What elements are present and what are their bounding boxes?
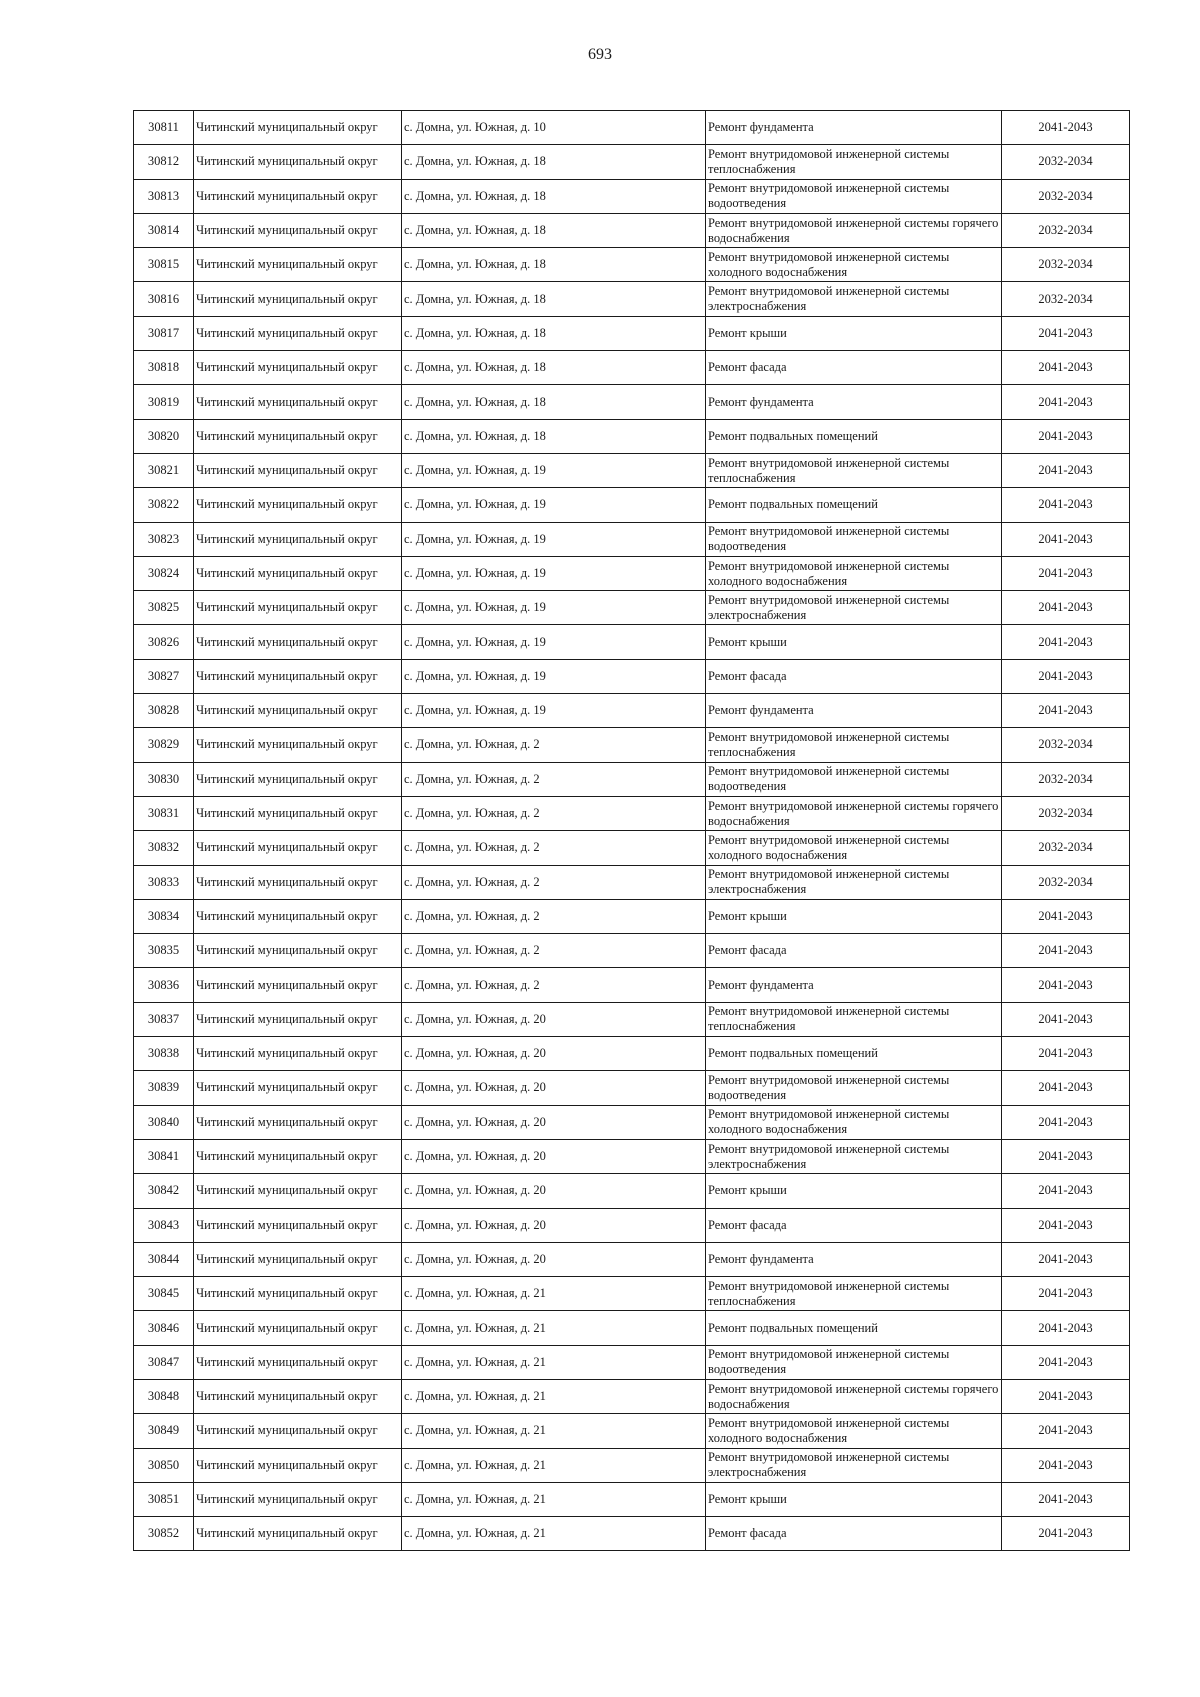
address-cell: с. Домна, ул. Южная, д. 2	[402, 762, 706, 796]
table-row	[134, 1414, 1130, 1448]
period-cell: 2041-2043	[1002, 1345, 1130, 1379]
work-type-cell: Ремонт крыши	[706, 899, 1002, 933]
row-number-cell: 30829	[134, 728, 194, 762]
work-type-cell: Ремонт подвальных помещений	[706, 1311, 1002, 1345]
address-cell: с. Домна, ул. Южная, д. 2	[402, 968, 706, 1002]
row-number-cell: 30823	[134, 522, 194, 556]
row-number-cell: 30816	[134, 282, 194, 316]
work-type-cell: Ремонт внутридомовой инженерной системы холодного водоснабжения	[706, 248, 1002, 282]
district-cell: Читинский муниципальный округ	[194, 111, 402, 145]
table-row	[134, 762, 1130, 796]
period-cell: 2032-2034	[1002, 762, 1130, 796]
district-cell: Читинский муниципальный округ	[194, 1071, 402, 1105]
table-row	[134, 1002, 1130, 1036]
table-row	[134, 934, 1130, 968]
address-cell: с. Домна, ул. Южная, д. 2	[402, 796, 706, 830]
row-number-cell: 30822	[134, 488, 194, 522]
period-cell: 2041-2043	[1002, 556, 1130, 590]
period-cell: 2041-2043	[1002, 522, 1130, 556]
row-number-cell: 30835	[134, 934, 194, 968]
work-type-cell: Ремонт фасада	[706, 659, 1002, 693]
table-body	[134, 111, 1130, 1551]
address-cell: с. Домна, ул. Южная, д. 19	[402, 522, 706, 556]
page-number: 693	[588, 46, 612, 63]
address-cell: с. Домна, ул. Южная, д. 19	[402, 488, 706, 522]
district-cell: Читинский муниципальный округ	[194, 865, 402, 899]
address-cell: с. Домна, ул. Южная, д. 18	[402, 213, 706, 247]
table-row	[134, 1448, 1130, 1482]
address-cell: с. Домна, ул. Южная, д. 21	[402, 1448, 706, 1482]
period-cell: 2041-2043	[1002, 659, 1130, 693]
row-number-cell: 30845	[134, 1277, 194, 1311]
work-type-cell: Ремонт фундамента	[706, 111, 1002, 145]
row-number-cell: 30844	[134, 1242, 194, 1276]
row-number-cell: 30828	[134, 694, 194, 728]
work-type-cell: Ремонт фасада	[706, 351, 1002, 385]
address-cell: с. Домна, ул. Южная, д. 2	[402, 728, 706, 762]
address-cell: с. Домна, ул. Южная, д. 18	[402, 385, 706, 419]
period-cell: 2041-2043	[1002, 385, 1130, 419]
address-cell: с. Домна, ул. Южная, д. 20	[402, 1139, 706, 1173]
row-number-cell: 30811	[134, 111, 194, 145]
address-cell: с. Домна, ул. Южная, д. 2	[402, 934, 706, 968]
district-cell: Читинский муниципальный округ	[194, 1139, 402, 1173]
table-row	[134, 899, 1130, 933]
table-row	[134, 385, 1130, 419]
period-cell: 2041-2043	[1002, 1414, 1130, 1448]
period-cell: 2041-2043	[1002, 488, 1130, 522]
row-number-cell: 30821	[134, 453, 194, 487]
table-row	[134, 865, 1130, 899]
district-cell: Читинский муниципальный округ	[194, 625, 402, 659]
table-row	[134, 831, 1130, 865]
address-cell: с. Домна, ул. Южная, д. 21	[402, 1414, 706, 1448]
work-type-cell: Ремонт внутридомовой инженерной системы электроснабжения	[706, 282, 1002, 316]
row-number-cell: 30842	[134, 1174, 194, 1208]
district-cell: Читинский муниципальный округ	[194, 831, 402, 865]
row-number-cell: 30830	[134, 762, 194, 796]
work-type-cell: Ремонт подвальных помещений	[706, 488, 1002, 522]
repair-schedule-table	[133, 110, 1130, 1551]
work-type-cell: Ремонт внутридомовой инженерной системы водоотведения	[706, 1071, 1002, 1105]
row-number-cell: 30849	[134, 1414, 194, 1448]
period-cell: 2041-2043	[1002, 1448, 1130, 1482]
table-row	[134, 1242, 1130, 1276]
table-row	[134, 1311, 1130, 1345]
work-type-cell: Ремонт внутридомовой инженерной системы теплоснабжения	[706, 1002, 1002, 1036]
row-number-cell: 30813	[134, 179, 194, 213]
row-number-cell: 30843	[134, 1208, 194, 1242]
row-number-cell: 30815	[134, 248, 194, 282]
district-cell: Читинский муниципальный округ	[194, 1242, 402, 1276]
period-cell: 2032-2034	[1002, 145, 1130, 179]
period-cell: 2041-2043	[1002, 934, 1130, 968]
work-type-cell: Ремонт внутридомовой инженерной системы теплоснабжения	[706, 145, 1002, 179]
table-row	[134, 625, 1130, 659]
address-cell: с. Домна, ул. Южная, д. 21	[402, 1379, 706, 1413]
work-type-cell: Ремонт подвальных помещений	[706, 419, 1002, 453]
district-cell: Читинский муниципальный округ	[194, 1002, 402, 1036]
address-cell: с. Домна, ул. Южная, д. 20	[402, 1071, 706, 1105]
district-cell: Читинский муниципальный округ	[194, 145, 402, 179]
work-type-cell: Ремонт внутридомовой инженерной системы водоотведения	[706, 179, 1002, 213]
district-cell: Читинский муниципальный округ	[194, 934, 402, 968]
row-number-cell: 30820	[134, 419, 194, 453]
row-number-cell: 30851	[134, 1482, 194, 1516]
table-row	[134, 453, 1130, 487]
row-number-cell: 30826	[134, 625, 194, 659]
district-cell: Читинский муниципальный округ	[194, 1345, 402, 1379]
work-type-cell: Ремонт внутридомовой инженерной системы холодного водоснабжения	[706, 556, 1002, 590]
work-type-cell: Ремонт внутридомовой инженерной системы холодного водоснабжения	[706, 1105, 1002, 1139]
table-row	[134, 351, 1130, 385]
table-row	[134, 694, 1130, 728]
period-cell: 2041-2043	[1002, 1379, 1130, 1413]
address-cell: с. Домна, ул. Южная, д. 21	[402, 1482, 706, 1516]
work-type-cell: Ремонт внутридомовой инженерной системы холодного водоснабжения	[706, 1414, 1002, 1448]
work-type-cell: Ремонт фасада	[706, 1517, 1002, 1551]
address-cell: с. Домна, ул. Южная, д. 20	[402, 1105, 706, 1139]
district-cell: Читинский муниципальный округ	[194, 419, 402, 453]
work-type-cell: Ремонт крыши	[706, 625, 1002, 659]
period-cell: 2041-2043	[1002, 1105, 1130, 1139]
work-type-cell: Ремонт внутридомовой инженерной системы теплоснабжения	[706, 728, 1002, 762]
period-cell: 2041-2043	[1002, 1002, 1130, 1036]
row-number-cell: 30824	[134, 556, 194, 590]
work-type-cell: Ремонт фундамента	[706, 1242, 1002, 1276]
address-cell: с. Домна, ул. Южная, д. 10	[402, 111, 706, 145]
row-number-cell: 30814	[134, 213, 194, 247]
row-number-cell: 30832	[134, 831, 194, 865]
district-cell: Читинский муниципальный округ	[194, 351, 402, 385]
address-cell: с. Домна, ул. Южная, д. 18	[402, 351, 706, 385]
period-cell: 2041-2043	[1002, 1139, 1130, 1173]
district-cell: Читинский муниципальный округ	[194, 1414, 402, 1448]
address-cell: с. Домна, ул. Южная, д. 18	[402, 419, 706, 453]
row-number-cell: 30846	[134, 1311, 194, 1345]
period-cell: 2041-2043	[1002, 316, 1130, 350]
period-cell: 2041-2043	[1002, 694, 1130, 728]
district-cell: Читинский муниципальный округ	[194, 282, 402, 316]
table-row	[134, 1345, 1130, 1379]
address-cell: с. Домна, ул. Южная, д. 2	[402, 865, 706, 899]
district-cell: Читинский муниципальный округ	[194, 1482, 402, 1516]
row-number-cell: 30819	[134, 385, 194, 419]
address-cell: с. Домна, ул. Южная, д. 2	[402, 899, 706, 933]
district-cell: Читинский муниципальный округ	[194, 1311, 402, 1345]
row-number-cell: 30831	[134, 796, 194, 830]
address-cell: с. Домна, ул. Южная, д. 21	[402, 1311, 706, 1345]
table-row	[134, 213, 1130, 247]
work-type-cell: Ремонт внутридомовой инженерной системы горячего водоснабжения	[706, 1379, 1002, 1413]
period-cell: 2032-2034	[1002, 282, 1130, 316]
table-row	[134, 1482, 1130, 1516]
work-type-cell: Ремонт крыши	[706, 1482, 1002, 1516]
period-cell: 2032-2034	[1002, 796, 1130, 830]
period-cell: 2032-2034	[1002, 831, 1130, 865]
table-row	[134, 591, 1130, 625]
row-number-cell: 30827	[134, 659, 194, 693]
address-cell: с. Домна, ул. Южная, д. 19	[402, 453, 706, 487]
table-row	[134, 1037, 1130, 1071]
district-cell: Читинский муниципальный округ	[194, 179, 402, 213]
district-cell: Читинский муниципальный округ	[194, 591, 402, 625]
district-cell: Читинский муниципальный округ	[194, 453, 402, 487]
work-type-cell: Ремонт фундамента	[706, 385, 1002, 419]
period-cell: 2041-2043	[1002, 351, 1130, 385]
address-cell: с. Домна, ул. Южная, д. 20	[402, 1242, 706, 1276]
row-number-cell: 30833	[134, 865, 194, 899]
district-cell: Читинский муниципальный округ	[194, 248, 402, 282]
period-cell: 2041-2043	[1002, 1037, 1130, 1071]
table-row	[134, 1517, 1130, 1551]
table-row	[134, 1379, 1130, 1413]
table-row	[134, 282, 1130, 316]
work-type-cell: Ремонт внутридомовой инженерной системы холодного водоснабжения	[706, 831, 1002, 865]
period-cell: 2041-2043	[1002, 625, 1130, 659]
table-row	[134, 1208, 1130, 1242]
period-cell: 2041-2043	[1002, 1071, 1130, 1105]
district-cell: Читинский муниципальный округ	[194, 1208, 402, 1242]
row-number-cell: 30840	[134, 1105, 194, 1139]
address-cell: с. Домна, ул. Южная, д. 18	[402, 248, 706, 282]
work-type-cell: Ремонт внутридомовой инженерной системы электроснабжения	[706, 1139, 1002, 1173]
work-type-cell: Ремонт фасада	[706, 934, 1002, 968]
period-cell: 2032-2034	[1002, 248, 1130, 282]
address-cell: с. Домна, ул. Южная, д. 19	[402, 694, 706, 728]
address-cell: с. Домна, ул. Южная, д. 18	[402, 179, 706, 213]
period-cell: 2041-2043	[1002, 591, 1130, 625]
table-row	[134, 145, 1130, 179]
table-row	[134, 1071, 1130, 1105]
district-cell: Читинский муниципальный округ	[194, 1448, 402, 1482]
table-row	[134, 1174, 1130, 1208]
work-type-cell: Ремонт фундамента	[706, 968, 1002, 1002]
work-type-cell: Ремонт внутридомовой инженерной системы водоотведения	[706, 762, 1002, 796]
address-cell: с. Домна, ул. Южная, д. 18	[402, 145, 706, 179]
district-cell: Читинский муниципальный округ	[194, 1517, 402, 1551]
address-cell: с. Домна, ул. Южная, д. 18	[402, 282, 706, 316]
period-cell: 2041-2043	[1002, 1208, 1130, 1242]
address-cell: с. Домна, ул. Южная, д. 20	[402, 1208, 706, 1242]
period-cell: 2041-2043	[1002, 1242, 1130, 1276]
table-row	[134, 968, 1130, 1002]
district-cell: Читинский муниципальный округ	[194, 1174, 402, 1208]
district-cell: Читинский муниципальный округ	[194, 899, 402, 933]
period-cell: 2041-2043	[1002, 968, 1130, 1002]
work-type-cell: Ремонт внутридомовой инженерной системы электроснабжения	[706, 865, 1002, 899]
work-type-cell: Ремонт крыши	[706, 1174, 1002, 1208]
period-cell: 2041-2043	[1002, 1482, 1130, 1516]
district-cell: Читинский муниципальный округ	[194, 796, 402, 830]
row-number-cell: 30838	[134, 1037, 194, 1071]
district-cell: Читинский муниципальный округ	[194, 316, 402, 350]
address-cell: с. Домна, ул. Южная, д. 21	[402, 1277, 706, 1311]
district-cell: Читинский муниципальный округ	[194, 659, 402, 693]
work-type-cell: Ремонт внутридомовой инженерной системы электроснабжения	[706, 1448, 1002, 1482]
district-cell: Читинский муниципальный округ	[194, 1037, 402, 1071]
address-cell: с. Домна, ул. Южная, д. 19	[402, 591, 706, 625]
period-cell: 2041-2043	[1002, 419, 1130, 453]
district-cell: Читинский муниципальный округ	[194, 1277, 402, 1311]
work-type-cell: Ремонт внутридомовой инженерной системы теплоснабжения	[706, 1277, 1002, 1311]
table-row	[134, 488, 1130, 522]
table-row	[134, 728, 1130, 762]
district-cell: Читинский муниципальный округ	[194, 1105, 402, 1139]
row-number-cell: 30812	[134, 145, 194, 179]
table-row	[134, 1277, 1130, 1311]
row-number-cell: 30818	[134, 351, 194, 385]
work-type-cell: Ремонт внутридомовой инженерной системы теплоснабжения	[706, 453, 1002, 487]
address-cell: с. Домна, ул. Южная, д. 2	[402, 831, 706, 865]
period-cell: 2032-2034	[1002, 213, 1130, 247]
district-cell: Читинский муниципальный округ	[194, 522, 402, 556]
table-row	[134, 522, 1130, 556]
district-cell: Читинский муниципальный округ	[194, 488, 402, 522]
row-number-cell: 30839	[134, 1071, 194, 1105]
table-row	[134, 419, 1130, 453]
table-row	[134, 556, 1130, 590]
period-cell: 2041-2043	[1002, 111, 1130, 145]
table-row	[134, 1105, 1130, 1139]
period-cell: 2032-2034	[1002, 179, 1130, 213]
district-cell: Читинский муниципальный округ	[194, 1379, 402, 1413]
address-cell: с. Домна, ул. Южная, д. 18	[402, 316, 706, 350]
period-cell: 2041-2043	[1002, 1517, 1130, 1551]
district-cell: Читинский муниципальный округ	[194, 556, 402, 590]
period-cell: 2032-2034	[1002, 865, 1130, 899]
address-cell: с. Домна, ул. Южная, д. 20	[402, 1174, 706, 1208]
table-row	[134, 248, 1130, 282]
period-cell: 2041-2043	[1002, 453, 1130, 487]
work-type-cell: Ремонт внутридомовой инженерной системы горячего водоснабжения	[706, 796, 1002, 830]
address-cell: с. Домна, ул. Южная, д. 20	[402, 1002, 706, 1036]
district-cell: Читинский муниципальный округ	[194, 694, 402, 728]
address-cell: с. Домна, ул. Южная, д. 19	[402, 659, 706, 693]
work-type-cell: Ремонт фундамента	[706, 694, 1002, 728]
period-cell: 2041-2043	[1002, 1277, 1130, 1311]
work-type-cell: Ремонт подвальных помещений	[706, 1037, 1002, 1071]
row-number-cell: 30834	[134, 899, 194, 933]
period-cell: 2041-2043	[1002, 1174, 1130, 1208]
table-row	[134, 111, 1130, 145]
row-number-cell: 30817	[134, 316, 194, 350]
period-cell: 2041-2043	[1002, 899, 1130, 933]
period-cell: 2041-2043	[1002, 1311, 1130, 1345]
district-cell: Читинский муниципальный округ	[194, 968, 402, 1002]
row-number-cell: 30852	[134, 1517, 194, 1551]
work-type-cell: Ремонт внутридомовой инженерной системы электроснабжения	[706, 591, 1002, 625]
district-cell: Читинский муниципальный округ	[194, 762, 402, 796]
table-row	[134, 1139, 1130, 1173]
table-row	[134, 316, 1130, 350]
row-number-cell: 30825	[134, 591, 194, 625]
address-cell: с. Домна, ул. Южная, д. 21	[402, 1517, 706, 1551]
row-number-cell: 30836	[134, 968, 194, 1002]
table-row	[134, 796, 1130, 830]
row-number-cell: 30850	[134, 1448, 194, 1482]
row-number-cell: 30841	[134, 1139, 194, 1173]
row-number-cell: 30847	[134, 1345, 194, 1379]
work-type-cell: Ремонт крыши	[706, 316, 1002, 350]
district-cell: Читинский муниципальный округ	[194, 385, 402, 419]
work-type-cell: Ремонт внутридомовой инженерной системы горячего водоснабжения	[706, 213, 1002, 247]
address-cell: с. Домна, ул. Южная, д. 19	[402, 556, 706, 590]
work-type-cell: Ремонт фасада	[706, 1208, 1002, 1242]
period-cell: 2032-2034	[1002, 728, 1130, 762]
address-cell: с. Домна, ул. Южная, д. 21	[402, 1345, 706, 1379]
work-type-cell: Ремонт внутридомовой инженерной системы водоотведения	[706, 1345, 1002, 1379]
address-cell: с. Домна, ул. Южная, д. 19	[402, 625, 706, 659]
address-cell: с. Домна, ул. Южная, д. 20	[402, 1037, 706, 1071]
table-row	[134, 659, 1130, 693]
work-type-cell: Ремонт внутридомовой инженерной системы водоотведения	[706, 522, 1002, 556]
table-row	[134, 179, 1130, 213]
row-number-cell: 30848	[134, 1379, 194, 1413]
row-number-cell: 30837	[134, 1002, 194, 1036]
district-cell: Читинский муниципальный округ	[194, 728, 402, 762]
district-cell: Читинский муниципальный округ	[194, 213, 402, 247]
